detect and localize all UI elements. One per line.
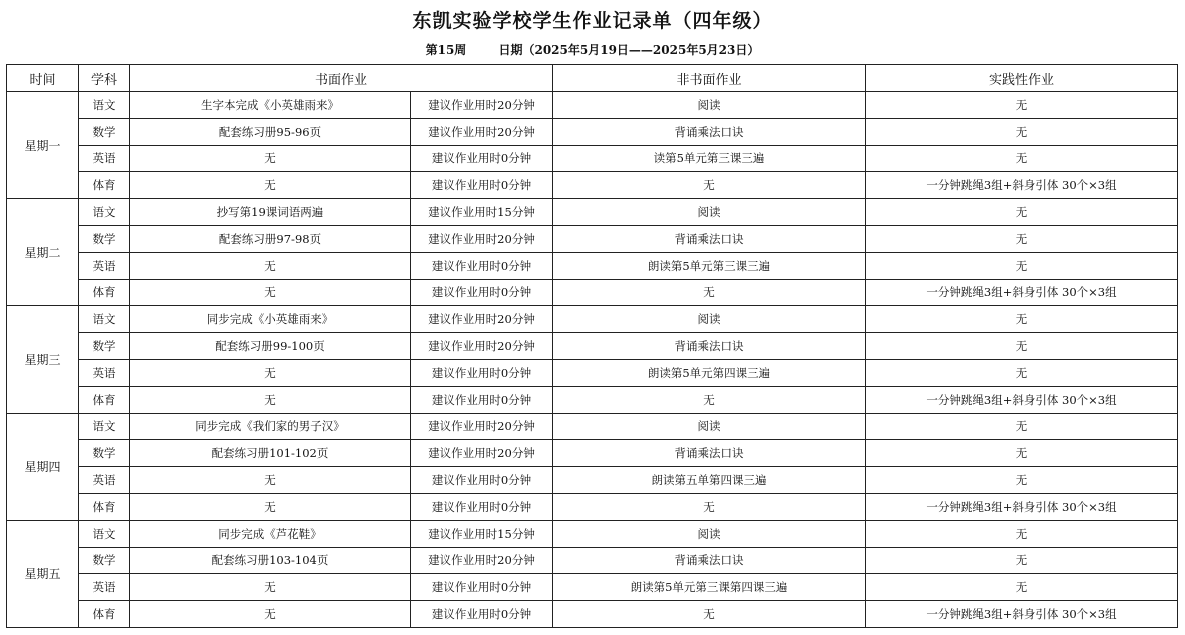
table-row: [7, 145, 1178, 172]
nonwritten-cell: 阅读: [553, 306, 866, 333]
subject-cell: 数学: [79, 333, 130, 360]
table-row: [7, 493, 1178, 520]
practice-cell: 无: [866, 225, 1178, 252]
practice-cell: 无: [866, 467, 1178, 494]
duration-cell: 建议作业用时0分钟: [411, 359, 553, 386]
subject-cell: 体育: [79, 493, 130, 520]
day-cell: 星期一: [7, 92, 79, 199]
written-cell: 生字本完成《小英雄雨来》: [130, 92, 411, 119]
written-cell: 无: [130, 467, 411, 494]
duration-cell: 建议作业用时0分钟: [411, 145, 553, 172]
date-range: 日期（2025年5月19日——2025年5月23日）: [498, 43, 760, 57]
nonwritten-cell: 背诵乘法口诀: [553, 333, 866, 360]
duration-cell: 建议作业用时0分钟: [411, 493, 553, 520]
subject-cell: 体育: [79, 172, 130, 199]
practice-cell: 无: [866, 413, 1178, 440]
written-cell: 配套练习册103-104页: [130, 547, 411, 574]
written-cell: 抄写第19课词语两遍: [130, 199, 411, 226]
subject-cell: 体育: [79, 386, 130, 413]
table-row: [7, 467, 1178, 494]
written-cell: 配套练习册97-98页: [130, 225, 411, 252]
duration-cell: 建议作业用时0分钟: [411, 386, 553, 413]
subject-cell: 英语: [79, 467, 130, 494]
practice-cell: 无: [866, 440, 1178, 467]
nonwritten-cell: 无: [553, 493, 866, 520]
nonwritten-cell: 阅读: [553, 520, 866, 547]
written-cell: 无: [130, 386, 411, 413]
nonwritten-cell: 无: [553, 172, 866, 199]
practice-cell: 一分钟跳绳3组+斜身引体 30个×3组: [866, 493, 1178, 520]
header-time: 时间: [7, 65, 79, 92]
practice-cell: 一分钟跳绳3组+斜身引体 30个×3组: [866, 172, 1178, 199]
header-row: [7, 65, 1178, 92]
header-subject: 学科: [79, 65, 130, 92]
nonwritten-cell: 读第5单元第三课三遍: [553, 145, 866, 172]
written-cell: 配套练习册95-96页: [130, 118, 411, 145]
duration-cell: 建议作业用时15分钟: [411, 199, 553, 226]
subject-cell: 英语: [79, 574, 130, 601]
subject-cell: 语文: [79, 199, 130, 226]
subject-cell: 体育: [79, 601, 130, 628]
nonwritten-cell: 朗读第5单元第三课第四课三遍: [553, 574, 866, 601]
written-cell: 无: [130, 145, 411, 172]
written-cell: 同步完成《小英雄雨来》: [130, 306, 411, 333]
table-row: [7, 252, 1178, 279]
written-cell: 配套练习册99-100页: [130, 333, 411, 360]
duration-cell: 建议作业用时0分钟: [411, 279, 553, 306]
practice-cell: 一分钟跳绳3组+斜身引体 30个×3组: [866, 601, 1178, 628]
subject-cell: 英语: [79, 145, 130, 172]
header-nonwritten: 非书面作业: [553, 65, 866, 92]
practice-cell: 无: [866, 145, 1178, 172]
table-row: [7, 118, 1178, 145]
duration-cell: 建议作业用时20分钟: [411, 118, 553, 145]
table-row: [7, 386, 1178, 413]
header-written: 书面作业: [130, 65, 553, 92]
written-cell: 配套练习册101-102页: [130, 440, 411, 467]
nonwritten-cell: 背诵乘法口诀: [553, 118, 866, 145]
subject-cell: 语文: [79, 92, 130, 119]
table-row: [7, 520, 1178, 547]
table-row: [7, 199, 1178, 226]
day-cell: 星期五: [7, 520, 79, 627]
homework-table: [6, 64, 1178, 628]
practice-cell: 无: [866, 333, 1178, 360]
nonwritten-cell: 朗读第5单元第四课三遍: [553, 359, 866, 386]
written-cell: 无: [130, 493, 411, 520]
subject-cell: 数学: [79, 118, 130, 145]
duration-cell: 建议作业用时20分钟: [411, 333, 553, 360]
practice-cell: 无: [866, 520, 1178, 547]
table-row: [7, 172, 1178, 199]
week-label: 第15周: [425, 43, 467, 57]
subject-cell: 数学: [79, 440, 130, 467]
practice-cell: 无: [866, 92, 1178, 119]
nonwritten-cell: 阅读: [553, 413, 866, 440]
practice-cell: 无: [866, 252, 1178, 279]
subject-cell: 语文: [79, 520, 130, 547]
week-date-line: [0, 41, 1185, 58]
written-cell: 同步完成《芦花鞋》: [130, 520, 411, 547]
duration-cell: 建议作业用时15分钟: [411, 520, 553, 547]
nonwritten-cell: 无: [553, 279, 866, 306]
nonwritten-cell: 背诵乘法口诀: [553, 547, 866, 574]
day-cell: 星期四: [7, 413, 79, 520]
table-row: [7, 359, 1178, 386]
table-row: [7, 279, 1178, 306]
subject-cell: 语文: [79, 413, 130, 440]
practice-cell: 一分钟跳绳3组+斜身引体 30个×3组: [866, 386, 1178, 413]
page-title: 东凯实验学校学生作业记录单（四年级）: [412, 10, 773, 32]
day-cell: 星期三: [7, 306, 79, 413]
duration-cell: 建议作业用时20分钟: [411, 306, 553, 333]
table-row: [7, 225, 1178, 252]
practice-cell: 无: [866, 199, 1178, 226]
nonwritten-cell: 无: [553, 601, 866, 628]
duration-cell: 建议作业用时0分钟: [411, 601, 553, 628]
subject-cell: 数学: [79, 225, 130, 252]
written-cell: 无: [130, 574, 411, 601]
subject-cell: 语文: [79, 306, 130, 333]
practice-cell: 无: [866, 359, 1178, 386]
duration-cell: 建议作业用时0分钟: [411, 467, 553, 494]
duration-cell: 建议作业用时0分钟: [411, 172, 553, 199]
subject-cell: 数学: [79, 547, 130, 574]
nonwritten-cell: 阅读: [553, 199, 866, 226]
duration-cell: 建议作业用时20分钟: [411, 225, 553, 252]
nonwritten-cell: 无: [553, 386, 866, 413]
duration-cell: 建议作业用时0分钟: [411, 574, 553, 601]
table-row: [7, 601, 1178, 628]
nonwritten-cell: 背诵乘法口诀: [553, 225, 866, 252]
practice-cell: 无: [866, 547, 1178, 574]
nonwritten-cell: 朗读第五单第四课三遍: [553, 467, 866, 494]
practice-cell: 无: [866, 574, 1178, 601]
nonwritten-cell: 阅读: [553, 92, 866, 119]
written-cell: 无: [130, 279, 411, 306]
table-row: [7, 413, 1178, 440]
duration-cell: 建议作业用时0分钟: [411, 252, 553, 279]
subject-cell: 英语: [79, 359, 130, 386]
table-row: [7, 574, 1178, 601]
table-body: [7, 92, 1178, 628]
practice-cell: 无: [866, 306, 1178, 333]
duration-cell: 建议作业用时20分钟: [411, 547, 553, 574]
duration-cell: 建议作业用时20分钟: [411, 92, 553, 119]
duration-cell: 建议作业用时20分钟: [411, 440, 553, 467]
header-practice: 实践性作业: [866, 65, 1178, 92]
table-row: [7, 306, 1178, 333]
duration-cell: 建议作业用时20分钟: [411, 413, 553, 440]
day-cell: 星期二: [7, 199, 79, 306]
written-cell: 同步完成《我们家的男子汉》: [130, 413, 411, 440]
written-cell: 无: [130, 172, 411, 199]
subject-cell: 英语: [79, 252, 130, 279]
written-cell: 无: [130, 252, 411, 279]
subject-cell: 体育: [79, 279, 130, 306]
table-row: [7, 333, 1178, 360]
practice-cell: 无: [866, 118, 1178, 145]
written-cell: 无: [130, 359, 411, 386]
nonwritten-cell: 背诵乘法口诀: [553, 440, 866, 467]
written-cell: 无: [130, 601, 411, 628]
table-row: [7, 547, 1178, 574]
table-row: [7, 440, 1178, 467]
nonwritten-cell: 朗读第5单元第三课三遍: [553, 252, 866, 279]
table-row: [7, 92, 1178, 119]
practice-cell: 一分钟跳绳3组+斜身引体 30个×3组: [866, 279, 1178, 306]
